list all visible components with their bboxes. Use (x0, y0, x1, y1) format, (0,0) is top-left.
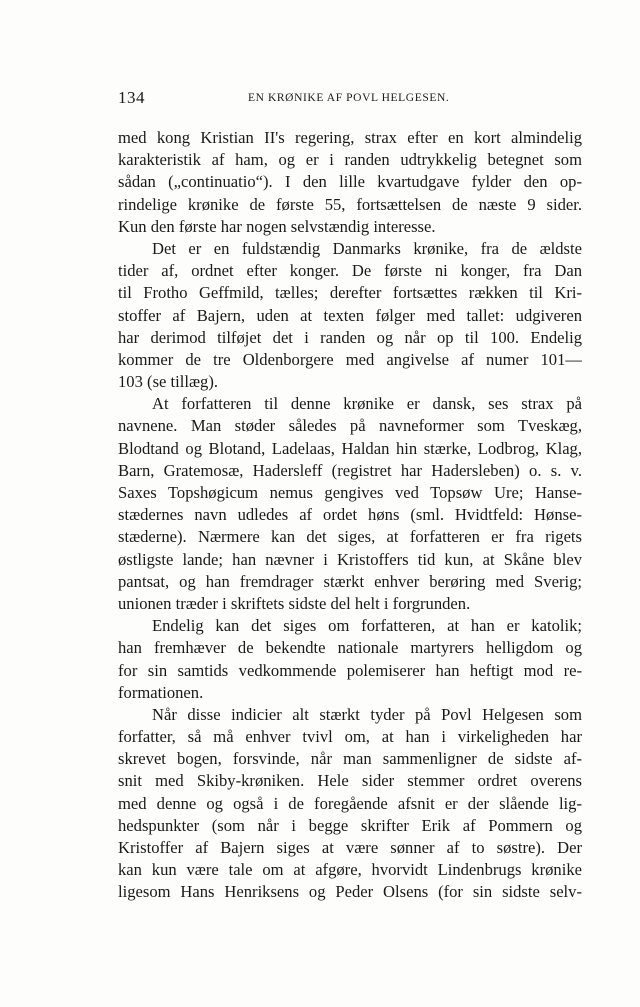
text-line: forfatter, så må enhver tvivl om, at han i virkeligheden har (118, 727, 582, 747)
text-line: Barn, Gratemosæ, Hadersleff (registret har Hadersleben) o. s. v. (118, 460, 582, 480)
text-line: Blodtand og Blotand, Ladelaas, Haldan hin stærke, Lodbrog, Klag, (118, 438, 582, 458)
text-line: Kun den første har nogen selvstændig interesse. (118, 216, 436, 236)
running-title: EN KRØNIKE AF POVL HELGESEN. (248, 92, 450, 104)
page-number: 134 (118, 88, 145, 107)
text-line: østligste lande; han nævner i Kristoffers tid kun, at Skåne blev (118, 549, 582, 569)
text-line: stædernes navn udledes af ordet høns (sml. Hvidtfeld: Hønse- (118, 505, 582, 525)
text-line: med denne og også i de foregående afsnit er der slående lig- (118, 793, 582, 813)
text-line: stæderne). Nærmere kan det siges, at forfatteren er fra rigets (118, 527, 582, 547)
text-line: pantsat, og han fremdrager stærkt enhver berøring med Sverig; (118, 571, 582, 591)
text-line: hedspunkter (som når i begge skrifter Erik af Pommern og (118, 815, 582, 835)
text-line: skrevet bogen, forsvinde, når man sammenligner de sidste af- (118, 749, 582, 769)
text-line: unionen træder i skriftets sidste del helt i forgrunden. (118, 593, 471, 613)
text-line: snit med Skiby-krøniken. Hele sider stemmer ordret overens (118, 771, 582, 791)
text-line: Det er en fuldstændig Danmarks krønike, fra de ældste (152, 238, 582, 258)
text-line: karakteristik af ham, og er i randen udtrykkelig betegnet som (118, 150, 582, 170)
text-line: navnene. Man støder således på navneformer som Tveskæg, (118, 416, 582, 436)
text-line: 103 (se tillæg). (118, 372, 219, 392)
body-text (118, 127, 582, 904)
page-header (118, 88, 582, 112)
text-line: kan kun være tale om at afgøre, hvorvidt Lindenbrugs krønike (118, 860, 582, 880)
text-line: formationen. (118, 682, 204, 702)
text-line: har derimod tilføjet det i randen og når op til 100. Endelig (118, 327, 582, 347)
text-line: for sin samtids vedkommende polemiserer han heftigt mod re- (118, 660, 582, 680)
text-line: At forfatteren til denne krønike er dansk, ses strax på (152, 394, 582, 414)
text-line: til Frotho Geffmild, tælles; derefter fortsættes rækken til Kri- (118, 283, 582, 303)
text-line: Endelig kan det siges om forfatteren, at han er katolik; (152, 616, 582, 636)
text-line: sådan („continuatio“). I den lille kvartudgave fylder den op- (118, 172, 582, 192)
text-line: tider af, ordnet efter konger. De første ni konger, fra Dan (118, 261, 582, 281)
text-line: rindelige krønike de første 55, fortsættelsen de næste 9 sider. (118, 194, 582, 214)
text-line: kommer de tre Oldenborgere med angivelse af numer 101— (118, 349, 582, 369)
text-line: Når disse indicier alt stærkt tyder på Povl Helgesen som (152, 704, 582, 724)
text-line: stoffer af Bajern, uden at texten følger med tallet: udgiveren (118, 305, 582, 325)
text-line: han fremhæver de bekendte nationale martyrers helligdom og (118, 638, 582, 658)
text-line: Saxes Topshøgicum nemus gengives ved Topsøw Ure; Hanse- (118, 483, 582, 502)
text-line: ligesom Hans Henriksens og Peder Olsens (for sin sidste selv- (118, 882, 582, 902)
text-line: med kong Kristian II's regering, strax efter en kort almindelig (118, 128, 582, 147)
text-line: Kristoffer af Bajern siges at være sønner af to søstre). Der (118, 838, 582, 857)
